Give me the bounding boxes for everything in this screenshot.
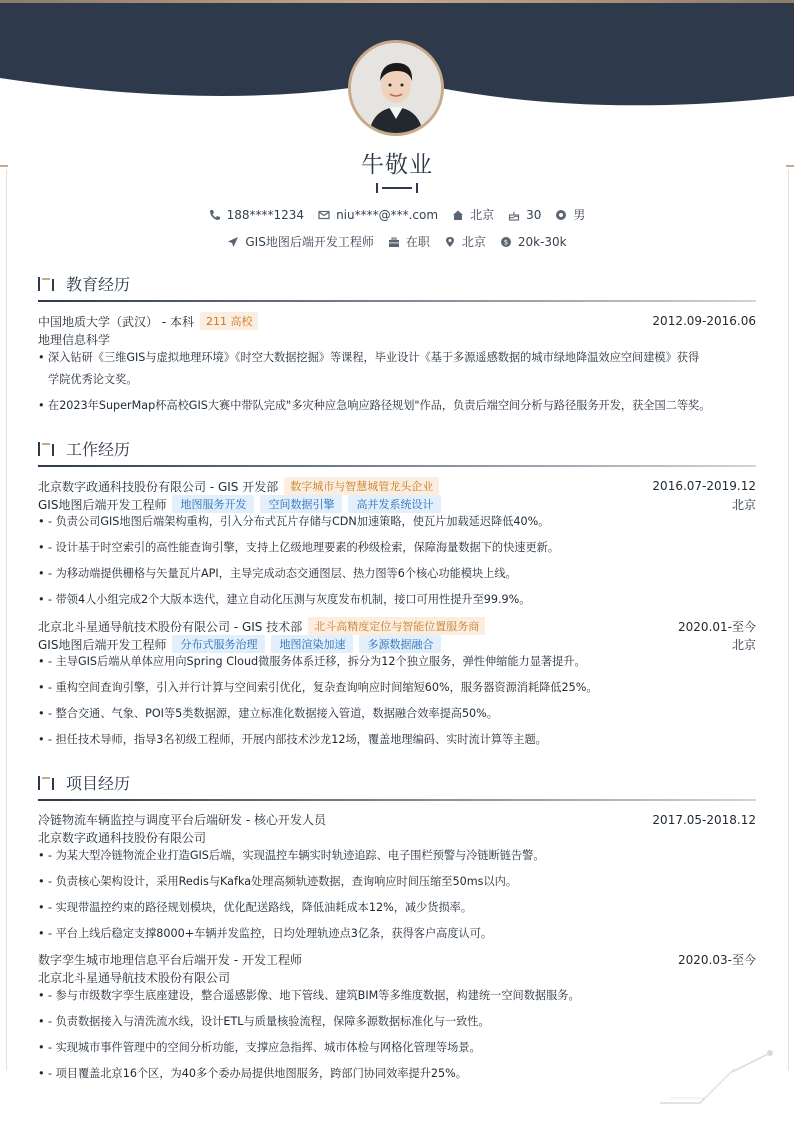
project-title: 项目经历 <box>66 774 131 793</box>
city-text: 北京 <box>461 235 486 249</box>
job-period: 2020.01-至今 <box>678 619 756 634</box>
job-bullet: • - 负责公司GIS地图后端架构重构，引入分布式瓦片存储与CDN加速策略，使瓦片加载延迟降低40%。 <box>38 515 550 528</box>
project-name-line <box>38 951 756 968</box>
job-bullet-text: - 整合交通、气象、POI等5类数据源，建立标准化数据接入管道，数据融合效率提高50%。 <box>48 707 498 720</box>
skill-tag: 空间数据引擎 <box>260 495 342 513</box>
gender-item <box>555 206 585 223</box>
job-company: 北京数字政通科技股份有限公司 - GIS 开发部 <box>38 479 279 494</box>
education-divider <box>38 300 756 302</box>
hometown-text: 北京 <box>470 208 495 222</box>
project-bullet-text: - 实现带温控约束的路径规划模块，优化配送路线，降低油耗成本12%，减少货损率。 <box>48 901 473 914</box>
avatar-photo <box>351 43 441 133</box>
corner-decoration <box>660 1048 780 1108</box>
project-bullet: • - 为某大型冷链物流企业打造GIS后端，实现温控车辆实时轨迹追踪、电子围栏预警与冷链断链告警。 <box>38 849 545 862</box>
avatar <box>348 40 444 136</box>
education-bullet-text: 深入钻研《三维GIS与虚拟地理环境》《时空大数据挖掘》等课程，毕业设计《基于多源遥感数据的城市绿地降温效应空间建模》获得 <box>48 351 700 364</box>
project-name: 数字孪生城市地理信息平台后端开发 - 开发工程师 <box>38 953 302 967</box>
major-name: 地理信息科学 <box>38 333 111 347</box>
job-company: 北京北斗星通导航技术股份有限公司 - GIS 技术部 <box>38 619 303 634</box>
project-company-line <box>38 829 756 846</box>
gender-text: 男 <box>573 208 586 222</box>
project-bullet-text: - 参与市级数字孪生底座建设，整合遥感影像、地下管线、建筑BIM等多维度数据，构建统一空间数据服务。 <box>48 989 580 1002</box>
project-period: 2020.03-至今 <box>678 953 756 967</box>
phone-icon <box>209 209 221 221</box>
education-bullet-text: 学院优秀论文奖。 <box>48 373 138 386</box>
project-bullet: • - 实现城市事件管理中的空间分析功能，支撑应急指挥、城市体检与网格化管理等场景。 <box>38 1041 481 1054</box>
project-bullet: • - 实现带温控约束的路径规划模块，优化配送路线，降低油耗成本12%，减少货损率。 <box>38 901 473 914</box>
job-bullet-text: - 主导GIS后端从单体应用向Spring Cloud微服务体系迁移，拆分为12个独立服务，弹性伸缩能力显著提升。 <box>48 655 586 668</box>
section-marker-icon <box>38 442 56 456</box>
company-tag: 北斗高精度定位与智能位置服务商 <box>308 617 485 635</box>
project-name-line <box>38 811 756 828</box>
contact-row-2 <box>0 233 794 250</box>
project-company: 北京数字政通科技股份有限公司 <box>38 831 207 845</box>
salary-text: 20k-30k <box>517 234 567 249</box>
school-name: 中国地质大学（武汉） - 本科 <box>38 314 194 329</box>
job-company-line <box>38 617 756 635</box>
education-period: 2012.09-2016.06 <box>652 314 756 328</box>
education-bullet: • 在2023年SuperMap杯高校GIS大赛中带队完成"多灾种应急响应路径规划"作品，负责后端空间分析与路径服务开发，获全国二等奖。 <box>38 399 711 412</box>
left-border-line <box>6 170 7 1070</box>
header-gold-strip <box>0 0 794 3</box>
project-bullet-text: - 为某大型冷链物流企业打造GIS后端，实现温控车辆实时轨迹追踪、电子围栏预警与冷链断链告警。 <box>48 849 545 862</box>
job-bullet-text: - 设计基于时空索引的高性能查询引擎，支持上亿级地理要素的秒级检索，保障海量数据下的快速更新。 <box>48 541 560 554</box>
work-divider <box>38 465 756 467</box>
education-major-line <box>38 331 756 348</box>
company-tag: 数字城市与智慧城管龙头企业 <box>284 477 439 495</box>
name-underline <box>376 183 418 193</box>
education-bullet-continuation <box>48 369 766 391</box>
project-company-line <box>38 969 756 986</box>
project-bullet: • - 负责数据接入与清洗流水线，设计ETL与质量核验流程，保障多源数据标准化与一致性。 <box>38 1015 490 1028</box>
money-icon <box>500 236 512 248</box>
job-bullet: • - 为移动端提供栅格与矢量瓦片API，主导完成动态交通图层、热力图等6个核心功能模块上线。 <box>38 567 517 580</box>
project-company: 北京北斗星通导航技术股份有限公司 <box>38 971 231 985</box>
education-school-line <box>38 312 756 330</box>
job-location: 北京 <box>731 497 756 512</box>
education-bullet-text: 在2023年SuperMap杯高校GIS大赛中带队完成"多灾种应急响应路径规划"作品，负责后端空间分析与路径服务开发，获全国二等奖。 <box>48 399 711 412</box>
skill-tag: 高并发系统设计 <box>348 495 441 513</box>
age-item <box>508 206 541 223</box>
project-section-title <box>38 771 130 794</box>
mail-icon <box>318 209 330 221</box>
job-bullet-text: - 重构空间查询引擎，引入并行计算与空间索引优化，复杂查询响应时间缩短60%，服务器资源消耗降低25%。 <box>48 681 598 694</box>
project-bullet: • - 项目覆盖北京16个区，为40多个委办局提供地图服务，跨部门协同效率提升25%。 <box>38 1067 467 1080</box>
job-bullet: • - 带领4人小组完成2个大版本迭代，建立自动化压测与灰度发布机制，接口可用性提升至99.9%。 <box>38 593 531 606</box>
job-location: 北京 <box>731 637 756 652</box>
skill-tag: 地图服务开发 <box>172 495 254 513</box>
job-bullet: • - 整合交通、气象、POI等5类数据源，建立标准化数据接入管道，数据融合效率提高50%。 <box>38 707 498 720</box>
hometown-item <box>452 206 494 223</box>
status-text: 在职 <box>405 235 430 249</box>
age-text: 30 <box>526 207 542 222</box>
phone-item <box>209 206 304 223</box>
city-item <box>444 233 486 250</box>
job-bullet: • - 重构空间查询引擎，引入并行计算与空间索引优化，复杂查询响应时间缩短60%，服务器资源消耗降低25%。 <box>38 681 598 694</box>
skill-tag: 地图渲染加速 <box>271 635 353 653</box>
project-bullet-text: - 实现城市事件管理中的空间分析功能，支撑应急指挥、城市体检与网格化管理等场景。 <box>48 1041 481 1054</box>
gender-icon <box>555 209 567 221</box>
email-item <box>318 206 438 223</box>
job-period: 2016.07-2019.12 <box>652 479 756 493</box>
email-text: niu****@***.com <box>336 207 439 222</box>
job-bullet: • - 主导GIS后端从单体应用向Spring Cloud微服务体系迁移，拆分为12个独立服务，弹性伸缩能力显著提升。 <box>38 655 586 668</box>
project-bullet: • - 负责核心架构设计，采用Redis与Kafka处理高频轨迹数据，查询响应时间压缩至50ms以内。 <box>38 875 518 888</box>
job-role: GIS地图后端开发工程师 <box>38 497 167 512</box>
project-period: 2017.05-2018.12 <box>652 812 756 827</box>
project-name: 冷链物流车辆监控与调度平台后端研发 - 核心开发人员 <box>38 813 326 827</box>
job-bullet-text: - 负责公司GIS地图后端架构重构，引入分布式瓦片存储与CDN加速策略，使瓦片加载延迟降低40%。 <box>48 515 550 528</box>
section-marker-icon <box>38 277 56 291</box>
position-item <box>227 233 373 250</box>
project-bullet-text: - 负责数据接入与清洗流水线，设计ETL与质量核验流程，保障多源数据标准化与一致性。 <box>48 1015 490 1028</box>
job-role: GIS地图后端开发工程师 <box>38 637 167 652</box>
education-title: 教育经历 <box>66 275 131 294</box>
job-bullet: • - 设计基于时空索引的高性能查询引擎，支持上亿级地理要素的秒级检索，保障海量数据下的快速更新。 <box>38 541 560 554</box>
project-bullet-text: - 平台上线后稳定支撑8000+车辆并发监控，日均处理轨迹点3亿条，获得客户高度认可。 <box>48 927 493 940</box>
skill-tag: 分布式服务治理 <box>172 635 265 653</box>
section-marker-icon <box>38 776 56 790</box>
right-border-line <box>788 170 789 1070</box>
education-bullet: • 深入钻研《三维GIS与虚拟地理环境》《时空大数据挖掘》等课程，毕业设计《基于多源遥感数据的城市绿地降温效应空间建模》获得 <box>38 351 700 364</box>
project-bullet-text: - 项目覆盖北京16个区，为40多个委办局提供地图服务，跨部门协同效率提升25%。 <box>48 1067 467 1080</box>
send-icon <box>227 236 239 248</box>
project-bullet: • - 平台上线后稳定支撑8000+车辆并发监控，日均处理轨迹点3亿条，获得客户高度认可。 <box>38 927 493 940</box>
work-section-title <box>38 437 130 460</box>
education-section-title <box>38 272 130 295</box>
job-company-line <box>38 477 756 495</box>
briefcase-icon <box>388 236 400 248</box>
work-title: 工作经历 <box>66 440 131 459</box>
job-bullet: • - 担任技术导师，指导3名初级工程师，开展内部技术沙龙12场，覆盖地理编码、实时流计算等主题。 <box>38 733 547 746</box>
position-text: GIS地图后端开发工程师 <box>245 235 374 249</box>
candidate-name: 牛敬业 <box>361 152 433 178</box>
job-bullet-text: - 带领4人小组完成2个大版本迭代，建立自动化压测与灰度发布机制，接口可用性提升至99.9%。 <box>48 593 531 606</box>
skill-tag: 多源数据融合 <box>359 635 441 653</box>
location-icon <box>444 236 456 248</box>
project-divider <box>38 799 756 801</box>
project-bullet: • - 参与市级数字孪生底座建设，整合遥感影像、地下管线、建筑BIM等多维度数据，构建统一空间数据服务。 <box>38 989 580 1002</box>
job-bullet-text: - 为移动端提供栅格与矢量瓦片API，主导完成动态交通图层、热力图等6个核心功能模块上线。 <box>48 567 517 580</box>
project-bullet-text: - 负责核心架构设计，采用Redis与Kafka处理高频轨迹数据，查询响应时间压缩至50ms以内。 <box>48 875 518 888</box>
job-bullet-text: - 担任技术导师，指导3名初级工程师，开展内部技术沙龙12场，覆盖地理编码、实时流计算等主题。 <box>48 733 547 746</box>
home-icon <box>452 209 464 221</box>
cake-icon <box>508 209 520 221</box>
status-item <box>388 233 430 250</box>
svg-text:$: $ <box>503 238 509 247</box>
school-tag: 211 高校 <box>200 312 259 330</box>
salary-item <box>500 233 567 250</box>
phone-text: 188****1234 <box>226 207 305 222</box>
contact-row-1 <box>0 206 794 223</box>
